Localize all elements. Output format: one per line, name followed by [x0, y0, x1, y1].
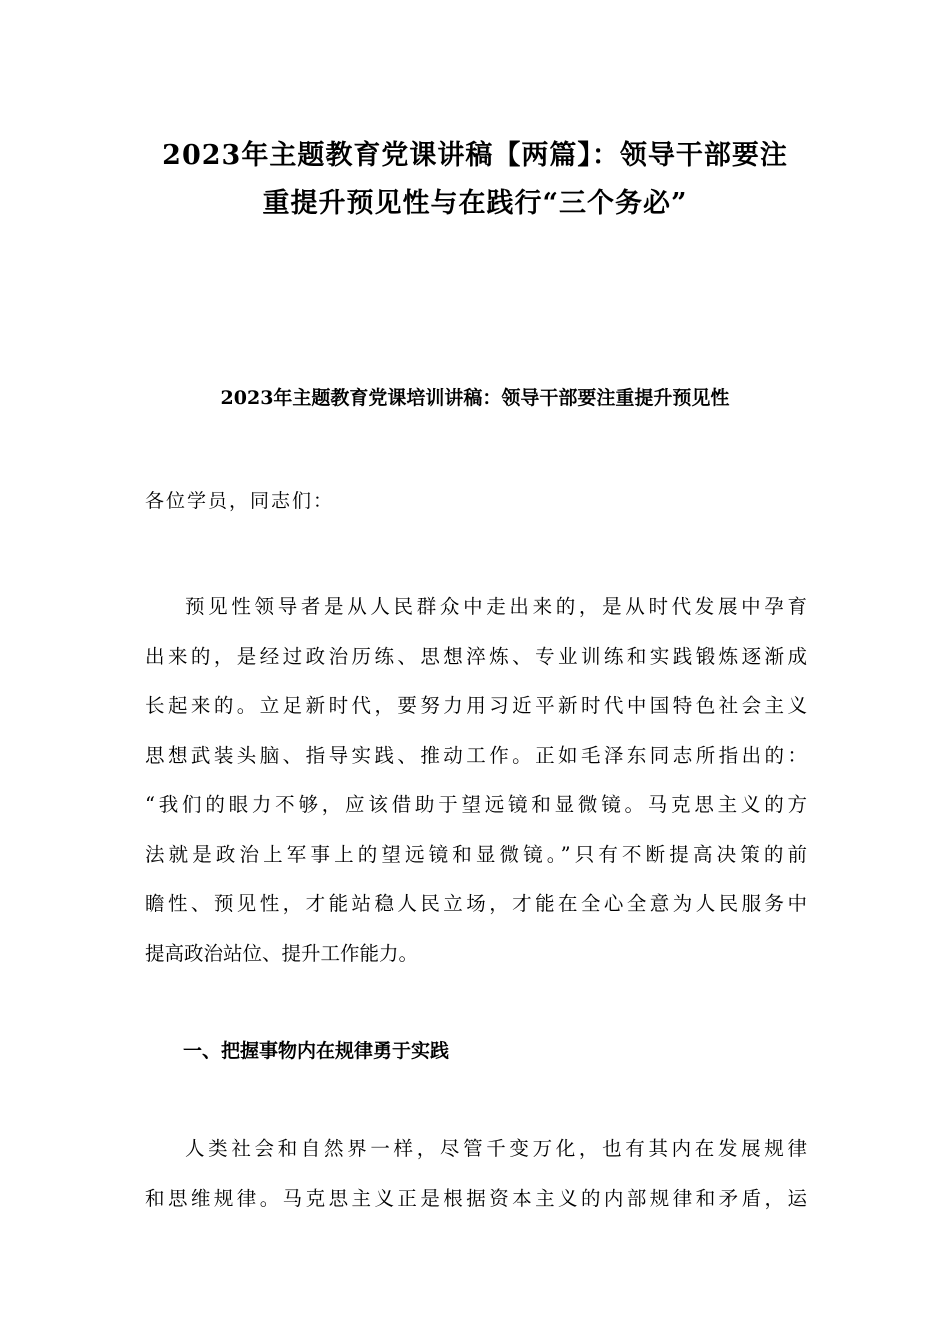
- paragraph-2: [145, 1124, 807, 1223]
- paragraph-line: 出来的，是经过政治历练、思想淬炼、专业训练和实践锻炼逐渐成: [145, 644, 807, 668]
- paragraph-line: 法就是政治上军事上的望远镜和显微镜。”只有不断提高决策的前: [145, 842, 807, 866]
- document-title-line-1: 2023年主题教育党课讲稿【两篇】：领导干部要注: [162, 140, 788, 171]
- paragraph-1: [145, 582, 807, 978]
- salutation: 各位学员，同志们：: [145, 490, 335, 512]
- paragraph-line: 人类社会和自然界一样，尽管千变万化，也有其内在发展规律: [185, 1137, 807, 1160]
- paragraph-line: 长起来的。立足新时代，要努力用习近平新时代中国特色社会主义: [145, 694, 807, 717]
- paragraph-line: 瞻性、预见性，才能站稳人民立场，才能在全心全意为人民服务中: [145, 892, 807, 915]
- section-title: 2023年主题教育党课培训讲稿：领导干部要注重提升预见性: [220, 387, 730, 409]
- section-heading-1: 一、把握事物内在规律勇于实践: [183, 1040, 450, 1062]
- document-title: [120, 132, 830, 228]
- paragraph-line: 预见性领导者是从人民群众中走出来的，是从时代发展中孕育: [185, 595, 807, 618]
- paragraph-line: 和思维规律。马克思主义正是根据资本主义的内部规律和矛盾，运: [145, 1186, 807, 1210]
- paragraph-line: “我们的眼力不够，应该借助于望远镜和显微镜。马克思主义的方: [145, 793, 807, 816]
- paragraph-line: 提高政治站位、提升工作能力。: [145, 941, 419, 965]
- document-title-line-2: 重提升预见性与在践行“三个务必”: [262, 188, 688, 219]
- paragraph-line: 思想武装头脑、指导实践、推动工作。正如毛泽东同志所指出的：: [145, 743, 807, 767]
